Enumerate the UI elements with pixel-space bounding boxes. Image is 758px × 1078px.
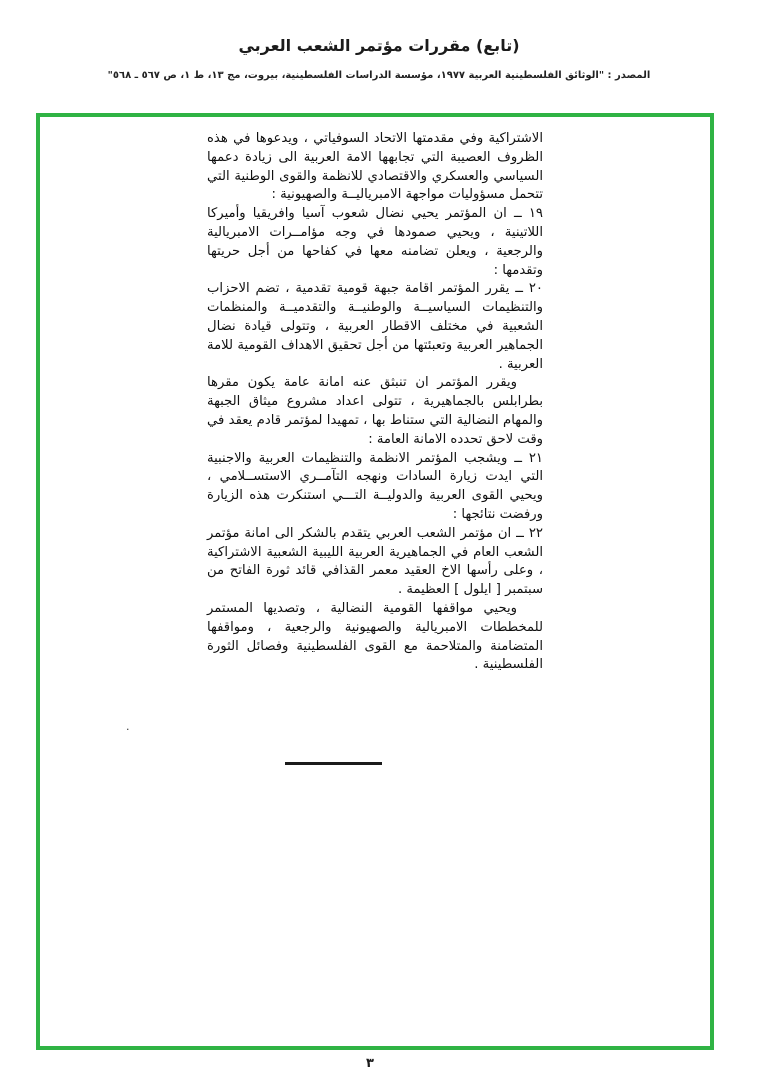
stray-dot-mark: · <box>126 723 130 736</box>
paragraph: ويقرر المؤتمر ان تنبثق عنه امانة عامة يكون مقرها بطرابلس بالجماهيرية ، تتولى اعداد مشروع ميثاق الجبهة والمهام النضالية التي ستناط بها ، تمهيدا لمؤتمر قادم يعقد في وقت لاحق تحدده الامانة العامة : <box>207 375 543 447</box>
paragraph: ٢٢ ــ ان مؤتمر الشعب العربي يتقدم بالشكر الى امانة مؤتمر الشعب العام في الجماهيرية العربية الليبية الشعبية الاشتراكية ، وعلى رأسها الاخ العقيد معمر القذافي قائد ثورة الفاتح من سبتمبر [ ايلول ] العظيمة . <box>207 525 543 598</box>
paragraph: ١٩ ــ ان المؤتمر يحيي نضال شعوب آسيا وافريقيا وأميركا اللاتينية ، ويحيي صمودها في وجه مؤامــرات الامبريالية والرجعية ، ويعلن تضامنه معها في كفاحها من أجل حريتها وتقدمها : <box>207 206 543 278</box>
paragraph: ٢١ ــ ويشجب المؤتمر الانظمة والتنظيمات العربية والاجنبية التي ايدت زيارة السادات ونهجه التآمــري الاستســلامي ، ويحيي القوى العربية والدوليــة التـــي استنكرت هذه الزيارة ورفضت نتائجها : <box>207 450 543 522</box>
green-border-frame <box>36 113 714 1050</box>
paragraph: ٢٠ ــ يقرر المؤتمر اقامة جبهة قومية تقدمية ، تضم الاحزاب والتنظيمات السياسيــة والوطنيــة والتقدميــة والمنظمات الشعبية في مختلف الاقطار العربية ، وتتولى قيادة نضال الجماهير العربية وتعبئتها من أجل تحقيق الاهداف القومية للامة العربية . <box>207 281 543 372</box>
page-number: ٣ <box>366 1056 374 1071</box>
paragraph: الاشتراكية وفي مقدمتها الاتحاد السوفياتي ، ويدعوها في هذه الظروف العصيبة التي تجابهها الامة العربية الى زيادة دعمها السياسي والعسكري والاقتصادي للانظمة والقوى الوطنية التي تتحمل مسؤوليات مواجهة الامبرياليــة والصهيونية : <box>207 131 543 203</box>
source-citation: المصدر : "الوثائق الفلسطينية العربية ١٩٧٧، مؤسسة الدراسات الفلسطينية، بيروت، مج ١٣، ط ١، ص ٥٦٧ ـ ٥٦٨" <box>107 70 651 81</box>
body-text <box>207 130 543 675</box>
section-divider <box>285 762 382 765</box>
page-title: (تابع) مقررات مؤتمر الشعب العربي <box>238 36 520 55</box>
paragraph: ويحيي مواقفها القومية النضالية ، وتصديها المستمر للمخططات الامبريالية والصهيونية والرجعية ، ومواقفها المتضامنة والمتلاحمة مع القوى الفلسطينية وفصائل الثورة الفلسطينية . <box>207 600 543 673</box>
